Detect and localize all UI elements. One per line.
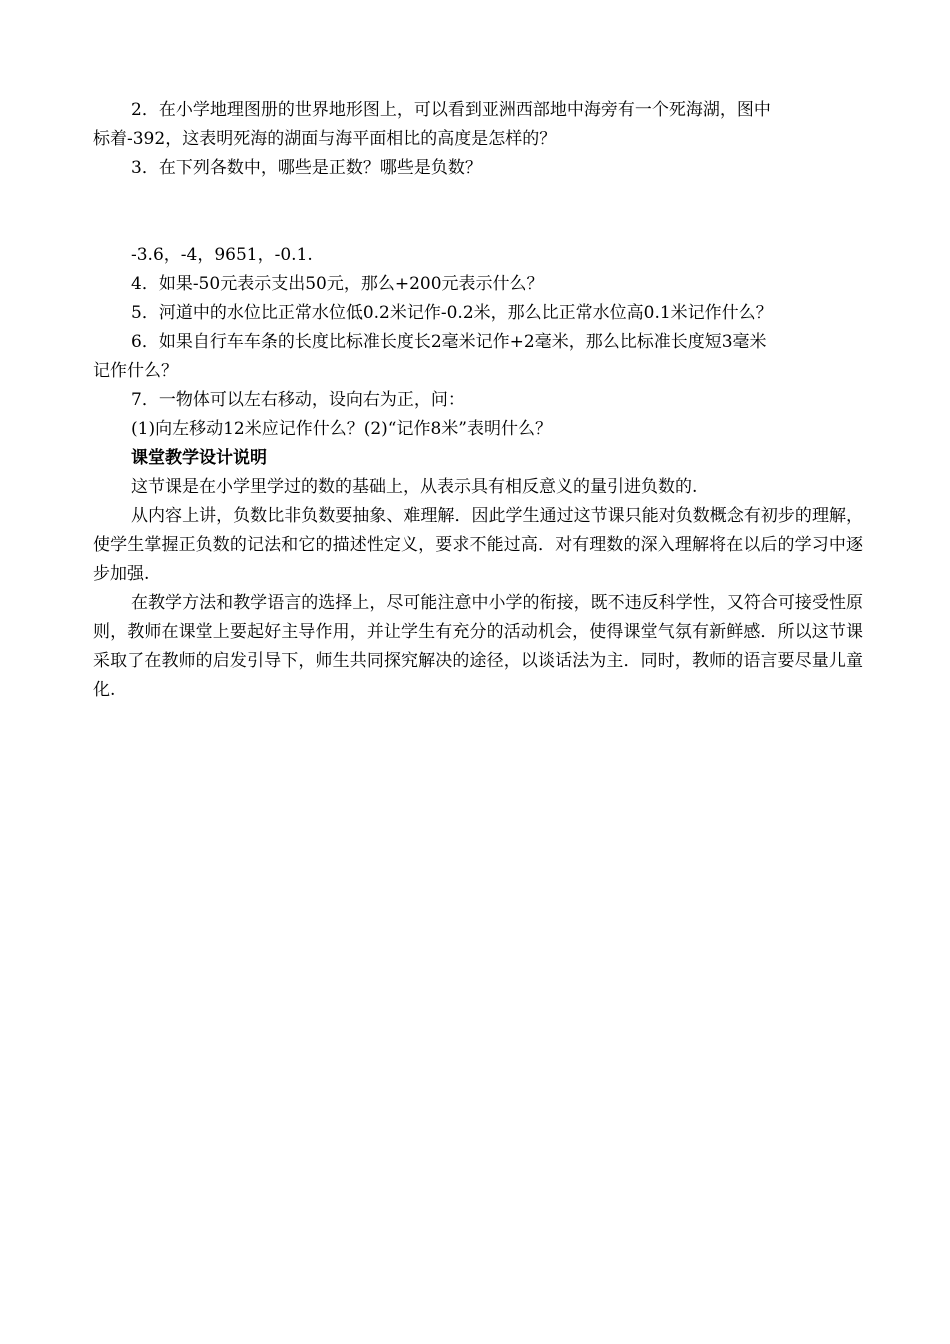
- design-paragraph-2: 从内容上讲，负数比非负数要抽象、难理解．因此学生通过这节课只能对负数概念有初步的理解，使学生掌握正负数的记法和它的描述性定义，要求不能过高．对有理数的深入理解将在以后的学习中逐步加强.: [93, 506, 863, 584]
- question-2-line-2: 标着-392，这表明死海的湖面与海平面相比的高度是怎样的？: [93, 129, 557, 149]
- document-body: [93, 96, 863, 705]
- blank-space: [93, 183, 863, 241]
- question-4-text: 4．如果-50元表示支出50元，那么+200元表示什么？: [131, 274, 544, 294]
- design-paragraph-1: 这节课是在小学里学过的数的基础上，从表示具有相反意义的量引进负数的.: [131, 477, 698, 497]
- question-7-line-2: (1)向左移动12米应记作什么？(2)“记作8米”表明什么？: [131, 419, 552, 439]
- question-6-line-1: 6．如果自行车车条的长度比标准长度长2毫米记作+2毫米，那么比标准长度短3毫米: [131, 332, 767, 352]
- question-3-text: 3．在下列各数中，哪些是正数？哪些是负数？: [131, 158, 482, 178]
- design-paragraph-3: 在教学方法和教学语言的选择上，尽可能注意中小学的衔接，既不违反科学性，又符合可接受性原则，教师在课堂上要起好主导作用，并让学生有充分的活动机会，使得课堂气氛有新鲜感．所以这节课采取了在教师的启发引导下，师生共同探究解决的途径，以谈话法为主．同时，教师的语言要尽量儿童化.: [93, 593, 863, 700]
- question-7-line-1: 7．一物体可以左右移动，设向右为正，问：: [131, 390, 465, 410]
- question-2-line-1: 2．在小学地理图册的世界地形图上，可以看到亚洲西部地中海旁有一个死海湖，图中: [131, 100, 771, 120]
- section-heading: 课堂教学设计说明: [131, 448, 267, 468]
- question-3-numbers: -3.6，-4，9651，-0.1.: [131, 245, 313, 265]
- question-5-text: 5．河道中的水位比正常水位低0.2米记作-0.2米，那么比正常水位高0.1米记作什么？: [131, 303, 773, 323]
- question-6-line-2: 记作什么？: [93, 361, 178, 381]
